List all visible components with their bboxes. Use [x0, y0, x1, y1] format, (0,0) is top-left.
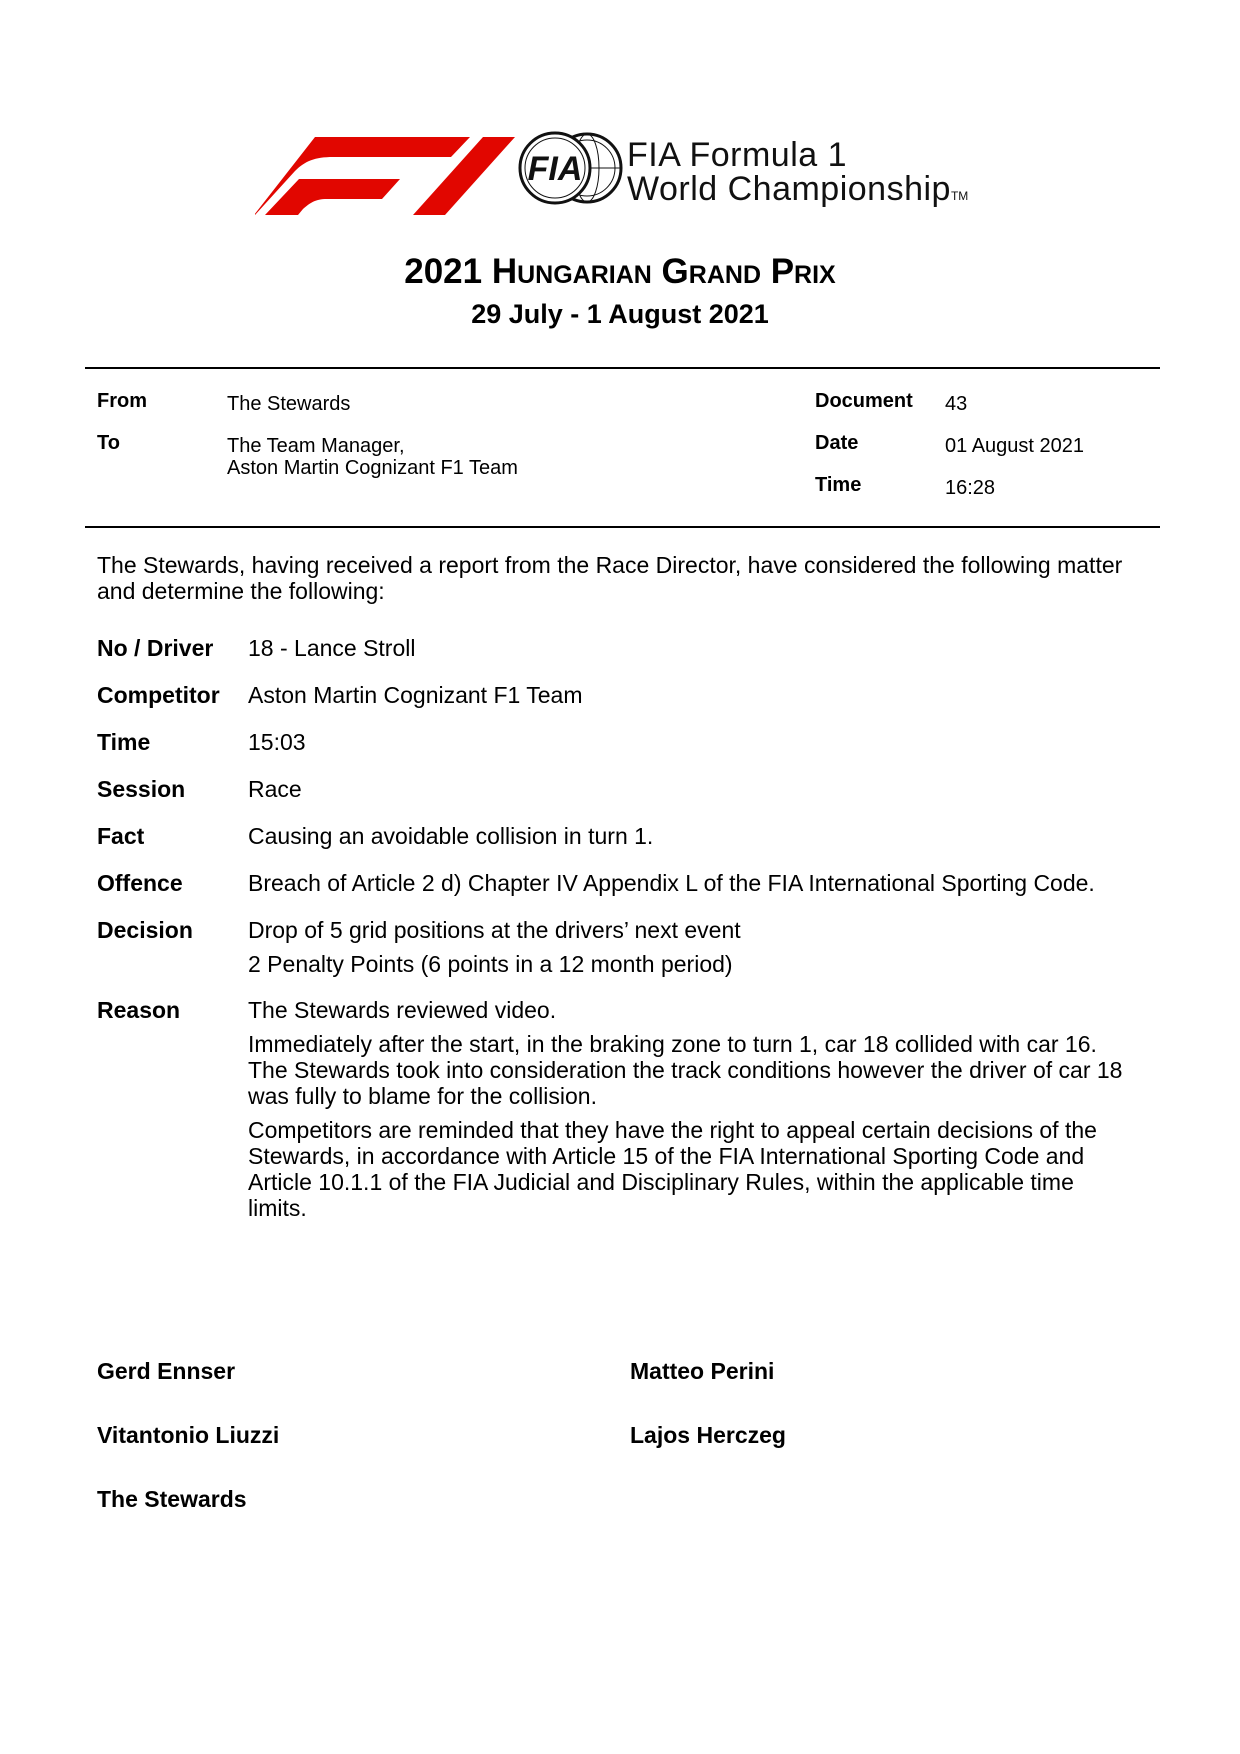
fact-value: Causing an avoidable collision in turn 1.: [248, 823, 654, 849]
reason-paragraph-2: Immediately after the start, in the braking zone to turn 1, car 18 collided with car 16. The Stewards took into consideration the track conditions however the driver of car 18 was fully to blame for the collision.: [248, 1031, 1123, 1109]
driver-value: 18 - Lance Stroll: [248, 635, 416, 661]
fia-f1-logo: [255, 125, 1015, 220]
page-title: 2021 Hungarian Grand Prix: [404, 252, 836, 291]
date-label: Date: [815, 432, 859, 454]
session-value: Race: [248, 776, 302, 802]
header-bottom-divider: [85, 526, 1160, 528]
incident-time-value: 15:03: [248, 729, 306, 755]
decision-line1: Drop of 5 grid positions at the drivers’ next event: [248, 917, 741, 943]
date-value: 01 August 2021: [945, 435, 1085, 457]
driver-label: No / Driver: [97, 635, 214, 661]
from-value: The Stewards: [227, 393, 351, 415]
decision-value: [248, 917, 1138, 977]
to-label: To: [97, 432, 120, 454]
competitor-label: Competitor: [97, 682, 220, 708]
to-value-line2: Aston Martin Cognizant F1 Team: [227, 457, 518, 479]
logo-line2: [627, 172, 968, 213]
time-label: Time: [815, 474, 862, 496]
logo-text: [627, 138, 968, 213]
steward-name-3: Vitantonio Liuzzi: [97, 1422, 280, 1448]
decision-line2: 2 Penalty Points (6 points in a 12 month period): [248, 951, 733, 977]
offence-label: Offence: [97, 870, 183, 896]
document-label: Document: [815, 390, 913, 412]
fia-mark-text: FIA: [527, 150, 583, 188]
header-top-divider: [85, 367, 1160, 369]
intro-text: The Stewards, having received a report from the Race Director, have considered the following matter and determine the following:: [97, 552, 1123, 604]
decision-label: Decision: [97, 917, 193, 943]
incident-time-label: Time: [97, 729, 151, 755]
offence-value: Breach of Article 2 d) Chapter IV Appendix L of the FIA International Sporting Code.: [248, 870, 1095, 896]
trademark-mark: TM: [950, 189, 969, 203]
steward-name-1: Gerd Ennser: [97, 1358, 236, 1384]
reason-label: Reason: [97, 997, 181, 1023]
session-label: Session: [97, 776, 186, 802]
time-value: 16:28: [945, 477, 996, 499]
event-dates: 29 July - 1 August 2021: [471, 299, 769, 329]
from-label: From: [97, 390, 147, 412]
competitor-value: Aston Martin Cognizant F1 Team: [248, 682, 583, 708]
to-value-line1: The Team Manager,: [227, 435, 405, 457]
reason-paragraph-3: Competitors are reminded that they have the right to appeal certain decisions of the Stewards, in accordance with Article 15 of the FIA International Sporting Code and Article 10.1.1 of the FIA Judicial and Disciplinary Rules, within the applicable time limits.: [248, 1117, 1097, 1221]
f1-logo-icon: [255, 137, 515, 215]
reason-paragraph-1: The Stewards reviewed video.: [248, 997, 557, 1023]
document-number: 43: [945, 393, 968, 415]
stewards-footer: The Stewards: [97, 1486, 247, 1512]
fact-label: Fact: [97, 823, 145, 849]
logo-line2-text: World Championship: [627, 170, 951, 208]
logo-line1: FIA Formula 1: [627, 136, 848, 174]
steward-name-2: Matteo Perini: [630, 1358, 775, 1384]
fia-globe-icon: [515, 130, 625, 208]
steward-name-4: Lajos Herczeg: [630, 1422, 786, 1448]
reason-value: [248, 997, 1138, 1229]
